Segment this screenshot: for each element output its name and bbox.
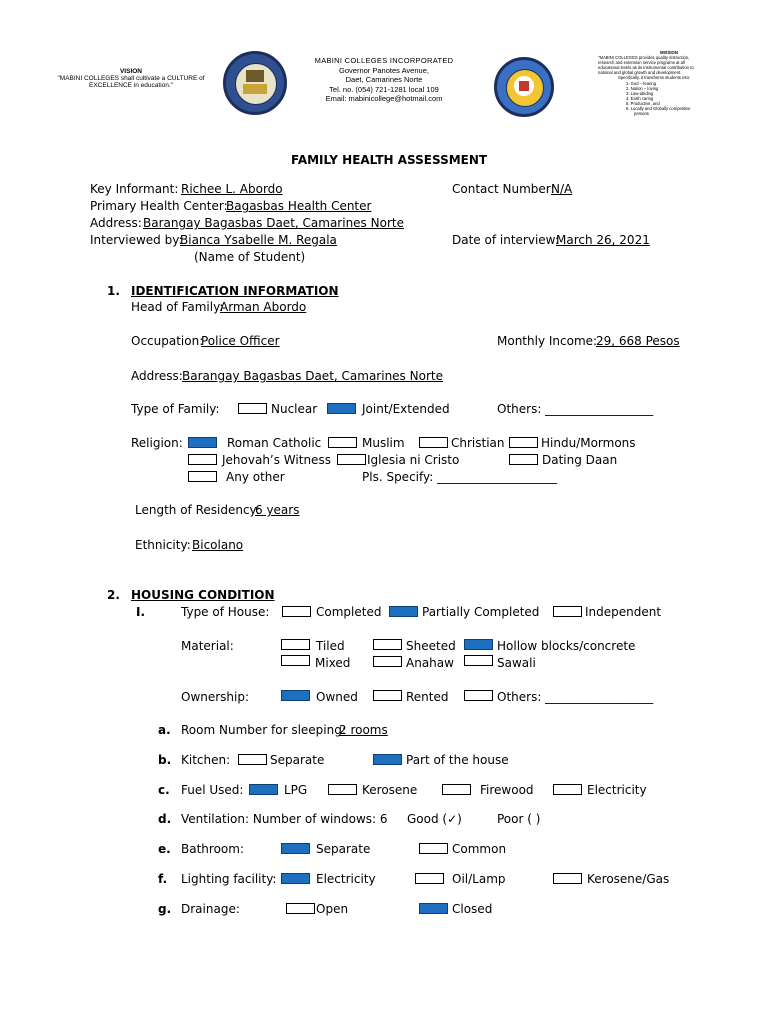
completed-checkbox[interactable]	[282, 606, 311, 617]
hollow-blocks-label: Hollow blocks/concrete	[497, 639, 636, 653]
partially-completed-label: Partially Completed	[422, 605, 540, 619]
closed-checkbox[interactable]	[419, 903, 448, 914]
jehovah-checkbox[interactable]	[188, 454, 217, 465]
item-e-letter: e.	[158, 842, 171, 856]
sawali-checkbox[interactable]	[464, 655, 493, 666]
ownership-label: Ownership:	[181, 690, 250, 704]
lighting-electricity-label: Electricity	[316, 872, 376, 886]
mixed-checkbox[interactable]	[281, 655, 310, 666]
phc-value: Bagasbas Health Center	[226, 199, 372, 213]
mission-line-9: 5. Productive, and	[626, 100, 660, 106]
room-number-value: 2 rooms	[339, 723, 388, 737]
vision-block	[56, 68, 206, 89]
hollow-blocks-checkbox[interactable]	[464, 639, 493, 650]
vision-line1: "MABINI COLLEGES shall cultivate a CULTURE of	[57, 75, 205, 82]
family-address-value: Barangay Bagasbas Daet, Camarines Norte	[182, 369, 443, 383]
owned-label: Owned	[316, 690, 358, 704]
fuel-used-label: Fuel Used:	[181, 783, 244, 797]
firewood-label: Firewood	[480, 783, 534, 797]
hindu-mormons-checkbox[interactable]	[509, 437, 538, 448]
tiled-checkbox[interactable]	[281, 639, 310, 650]
interviewed-by-value: Bianca Ysabelle M. Regala	[180, 233, 337, 247]
ventilation-poor: Poor ( )	[497, 812, 541, 826]
dating-daan-checkbox[interactable]	[509, 454, 538, 465]
partially-completed-checkbox[interactable]	[389, 606, 418, 617]
ethnicity-value: Bicolano	[192, 538, 244, 552]
bathroom-label: Bathroom:	[181, 842, 244, 856]
interviewed-by-label: Interviewed by:	[90, 233, 183, 247]
college-seal-right-logo	[494, 57, 554, 117]
address-label: Address:	[90, 216, 142, 230]
jehovah-label: Jehovah’s Witness	[222, 453, 331, 467]
sheeted-label: Sheeted	[406, 639, 456, 653]
monthly-income-value: 29, 668 Pesos	[596, 334, 680, 348]
kerosene-label: Kerosene	[362, 783, 418, 797]
kerosene-gas-checkbox[interactable]	[553, 873, 582, 884]
iglesia-label: Iglesia ni Cristo	[367, 453, 460, 467]
mission-line-6: 2. Nation – loving	[626, 85, 659, 91]
religion-specify-field[interactable]: Pls. Specify: ____________________	[362, 470, 558, 484]
christian-label: Christian	[451, 436, 505, 450]
any-other-label: Any other	[226, 470, 285, 484]
head-of-family-value: Arman Abordo	[220, 300, 307, 314]
ventilation-good: Good (✓)	[407, 812, 462, 826]
drainage-label: Drainage:	[181, 902, 240, 916]
kerosene-gas-label: Kerosene/Gas	[587, 872, 670, 886]
item-a-letter: a.	[158, 723, 171, 737]
material-label: Material:	[181, 639, 234, 653]
independent-checkbox[interactable]	[553, 606, 582, 617]
item-b-letter: b.	[158, 753, 172, 767]
kerosene-checkbox[interactable]	[328, 784, 357, 795]
contact-number-value: N/A	[551, 182, 573, 196]
oil-lamp-label: Oil/Lamp	[452, 872, 506, 886]
electricity-fuel-checkbox[interactable]	[553, 784, 582, 795]
address-value: Barangay Bagasbas Daet, Camarines Norte	[143, 216, 404, 230]
mission-block	[598, 50, 740, 116]
mission-line-0: "MABINI COLLEGES provides quality instruction,	[598, 55, 690, 61]
org-address-2: Daet, Camarines Norte	[345, 75, 423, 84]
org-block	[294, 56, 474, 104]
form-title: FAMILY HEALTH ASSESSMENT	[291, 153, 488, 167]
org-email: Email: mabinicollege@hotmail.com	[325, 94, 443, 103]
phc-label: Primary Health Center:	[90, 199, 228, 213]
mission-line-5: 1. God – fearing	[626, 80, 657, 86]
joint-extended-label: Joint/Extended	[362, 402, 450, 416]
dating-daan-label: Dating Daan	[542, 453, 618, 467]
open-label: Open	[316, 902, 349, 916]
item-g-letter: g.	[158, 902, 172, 916]
rented-checkbox[interactable]	[373, 690, 402, 701]
ethnicity-label: Ethnicity:	[135, 538, 191, 552]
rented-label: Rented	[406, 690, 449, 704]
firewood-checkbox[interactable]	[442, 784, 471, 795]
vision-title: VISION	[119, 68, 143, 75]
mission-line-7: 3. Law-abiding	[626, 90, 654, 96]
kitchen-label: Kitchen:	[181, 753, 231, 767]
religion-label: Religion:	[131, 436, 183, 450]
family-type-label: Type of Family:	[131, 402, 220, 416]
muslim-label: Muslim	[362, 436, 405, 450]
independent-label: Independent	[585, 605, 662, 619]
family-address-label: Address:	[131, 369, 183, 383]
mission-title: MISSION	[660, 50, 678, 55]
owned-checkbox[interactable]	[281, 690, 310, 701]
closed-label: Closed	[452, 902, 493, 916]
subsection-i-number: I.	[136, 605, 146, 619]
christian-checkbox[interactable]	[419, 437, 448, 448]
lighting-electricity-checkbox[interactable]	[281, 873, 310, 884]
ownership-others-field[interactable]: Others: __________________	[497, 690, 654, 704]
contact-number-label: Contact Number:	[452, 182, 555, 196]
residency-label: Length of Residency:	[135, 503, 260, 517]
roman-catholic-checkbox[interactable]	[188, 437, 217, 448]
electricity-fuel-label: Electricity	[587, 783, 647, 797]
section1-number: 1.	[107, 284, 120, 298]
house-type-label: Type of House:	[181, 605, 270, 619]
date-of-interview-label: Date of interview:	[452, 233, 559, 247]
anahaw-checkbox[interactable]	[373, 656, 402, 667]
item-f-letter: f.	[158, 872, 168, 886]
org-tel: Tel. no. (054) 721-1281 local 109	[329, 84, 439, 94]
residency-value: 6 years	[255, 503, 300, 517]
key-informant-label: Key Informant:	[90, 182, 179, 196]
occupation-label: Occupation:	[131, 334, 204, 348]
name-of-student-caption: (Name of Student)	[194, 250, 306, 264]
bathroom-separate-label: Separate	[316, 842, 371, 856]
mission-line-3: national and global growth and development.	[598, 70, 682, 76]
item-d-letter: d.	[158, 812, 172, 826]
kitchen-separate-checkbox[interactable]	[238, 754, 267, 765]
ownership-others-checkbox[interactable]	[464, 690, 493, 701]
mission-line-11: persons	[634, 111, 649, 117]
org-address-1: Governor Panotes Avenue,	[339, 65, 429, 75]
room-number-label: Room Number for sleeping:	[181, 723, 346, 737]
open-checkbox[interactable]	[286, 903, 315, 914]
completed-label: Completed	[316, 605, 382, 619]
mission-line-2: educational levels as its instrumental contribution to	[598, 65, 694, 71]
sawali-label: Sawali	[497, 656, 536, 670]
section2-title: HOUSING CONDITION	[131, 588, 275, 602]
oil-lamp-checkbox[interactable]	[415, 873, 444, 884]
common-checkbox[interactable]	[419, 843, 448, 854]
roman-catholic-label: Roman Catholic	[227, 436, 322, 450]
lpg-label: LPG	[284, 783, 308, 797]
mission-line-4: Specifically, it transforms students into:	[618, 75, 691, 81]
sheeted-checkbox[interactable]	[373, 639, 402, 650]
mission-line-1: research and extension service programs at all	[598, 60, 685, 66]
monthly-income-label: Monthly Income:	[497, 334, 598, 348]
lighting-label: Lighting facility:	[181, 872, 277, 886]
mission-line-10: 6. Locally and Globally competitive	[626, 106, 691, 112]
item-c-letter: c.	[158, 783, 170, 797]
iglesia-checkbox[interactable]	[337, 454, 366, 465]
bathroom-separate-checkbox[interactable]	[281, 843, 310, 854]
family-others-field[interactable]: Others: __________________	[497, 402, 654, 416]
org-name: MABINI COLLEGES INCORPORATED	[314, 56, 454, 65]
section1-title: IDENTIFICATION INFORMATION	[131, 284, 339, 298]
vision-line2: EXCELLENCE in education."	[89, 82, 173, 89]
hindu-mormons-label: Hindu/Mormons	[541, 436, 636, 450]
common-label: Common	[452, 842, 507, 856]
mission-line-8: 4. Earth caring	[626, 95, 654, 101]
anahaw-label: Anahaw	[406, 656, 454, 670]
nuclear-checkbox[interactable]	[238, 403, 267, 414]
tiled-label: Tiled	[316, 639, 345, 653]
ventilation-label: Ventilation: Number of windows: 6	[181, 812, 388, 826]
muslim-checkbox[interactable]	[328, 437, 357, 448]
key-informant-value: Richee L. Abordo	[181, 182, 283, 196]
part-of-house-label: Part of the house	[406, 753, 509, 767]
kitchen-separate-label: Separate	[270, 753, 325, 767]
head-of-family-label: Head of Family:	[131, 300, 224, 314]
section2-number: 2.	[107, 588, 120, 602]
joint-extended-checkbox[interactable]	[327, 403, 356, 414]
occupation-value: Police Officer	[201, 334, 280, 348]
date-of-interview-value: March 26, 2021	[556, 233, 650, 247]
any-other-checkbox[interactable]	[188, 471, 217, 482]
college-seal-left-logo	[223, 51, 287, 115]
nuclear-label: Nuclear	[271, 402, 318, 416]
part-of-house-checkbox[interactable]	[373, 754, 402, 765]
mixed-label: Mixed	[315, 656, 351, 670]
lpg-checkbox[interactable]	[249, 784, 278, 795]
